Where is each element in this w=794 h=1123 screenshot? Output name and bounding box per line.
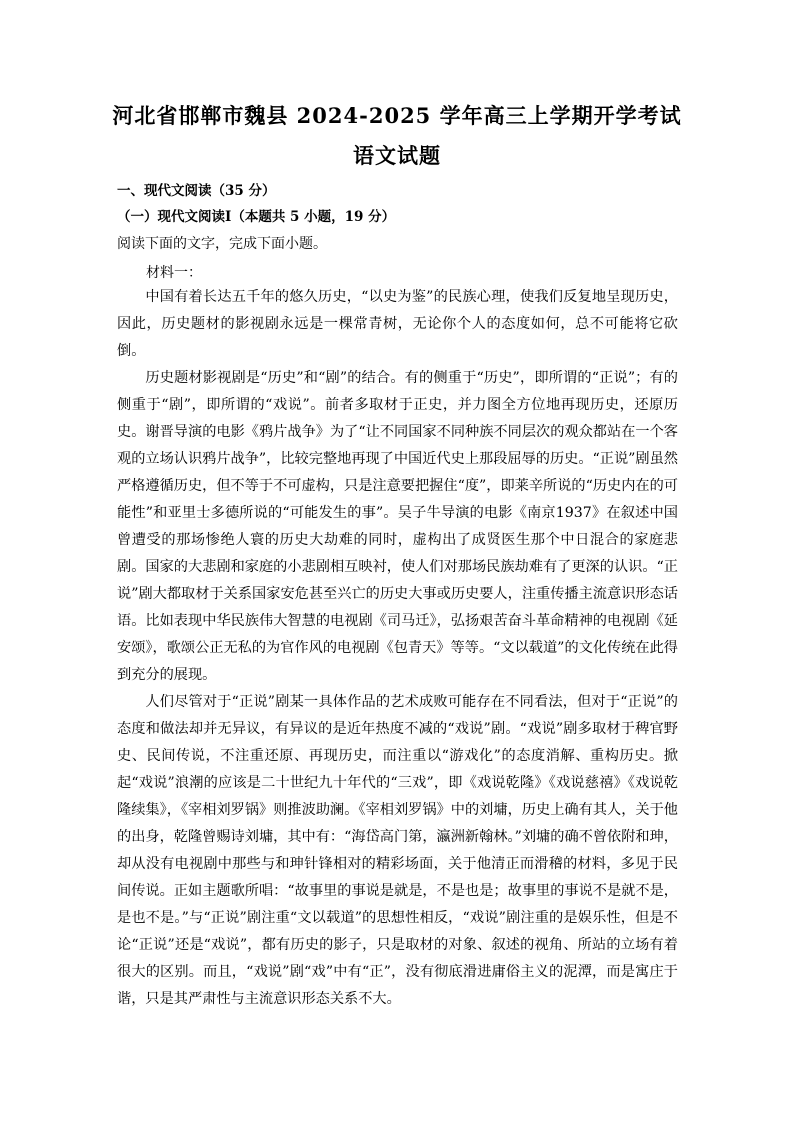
section-heading: 一、现代文阅读（35 分）: [117, 183, 276, 199]
exam-title: 河北省邯郸市魏县 2024-2025 学年高三上学期开学考试: [112, 103, 682, 128]
paragraph-1: 中国有着长达五千年的悠久历史，“以史为鉴”的民族心理，使我们反复地呈现历史，因此，历史题材的影视剧永远是一棵常青树，无论你个人的态度如何，总不可能将它砍倒。: [117, 289, 678, 359]
paragraph-2: 历史题材影视剧是“历史”和“剧”的结合。有的侧重于“历史”，即所谓的“正说”；有的侧重于“剧”，即所谓的“戏说”。前者多取材于正史，并力图全方位地再现历史，还原历史。谢晋导演的电影《鸦片战争》为了“让不同国家不同种族不同层次的观众都站在一个客观的立场认识鸦片战争”，比较完整地再现了中国近代史上那段屈辱的历史。“正说”剧虽然严格遵循历史，但不等于不可虚构，只是注意要把握住“度”，即莱辛所说的“历史内在的可能性”和亚里士多德所说的“可能发生的事”。吴子牛导演的电影《南京1937》在叙述中国曾遭受的那场惨绝人寰的历史大劫难的同时，虚构出了成贤医生那个中日混合的家庭悲剧。国家的大悲剧和家庭的小悲剧相互映衬，使人们对那场民族劫难有了更深的认识。“正说”剧大都取材于关系国家安危甚至兴亡的历史大事或历史要人，注重传播主流意识形态话语。比如表现中华民族伟大智慧的电视剧《司马迁》，弘扬艰苦奋斗革命精神的电视剧《延安颂》，歌颂公正无私的为官作风的电视剧《包青天》等等。“文以载道”的文化传统在此得到充分的展现。: [117, 370, 678, 683]
subsection-heading: （一）现代文阅读Ⅰ（本题共 5 小题，19 分）: [117, 209, 396, 225]
paragraph-3: 人们尽管对于“正说”剧某一具体作品的艺术成败可能存在不同看法，但对于“正说”的态度和做法却并无异议，有异议的是近年热度不减的“戏说”剧。“戏说”剧多取材于稗官野史、民间传说，不注重还原、再现历史，而注重以“游戏化”的态度消解、重构历史。掀起“戏说”浪潮的应该是二十世纪九十年代的“三戏”，即《戏说乾隆》《戏说慈禧》《戏说乾隆续集》，《宰相刘罗锅》则推波助澜。《宰相刘罗锅》中的刘墉，历史上确有其人，关于他的出身，乾隆曾赐诗刘墉，其中有：“海岱高门第，瀛洲新翰林。”刘墉的确不曾依附和珅，却从没有电视剧中那些与和珅针锋相对的精彩场面，关于他清正而滑稽的材料，多见于民间传说。正如主题歌所唱：“故事里的事说是就是，不是也是；故事里的事说不是就不是，是也不是。”与“正说”剧注重“文以载道”的思想性相反，“戏说”剧注重的是娱乐性，但是不论“正说”还是“戏说”，都有历史的影子，只是取材的对象、叙述的视角、所站的立场有着很大的区别。而且，“戏说”剧“戏”中有“正”，没有彻底滑进庸俗主义的泥潭，而是寓庄于谐，只是其严肃性与主流意识形态关系不大。: [117, 694, 678, 1007]
material-label: 材料一：: [146, 265, 202, 281]
reading-passage: [117, 284, 678, 1013]
exam-subtitle: 语文试题: [353, 143, 441, 168]
reading-instruction: 阅读下面的文字，完成下面小题。: [117, 236, 327, 252]
